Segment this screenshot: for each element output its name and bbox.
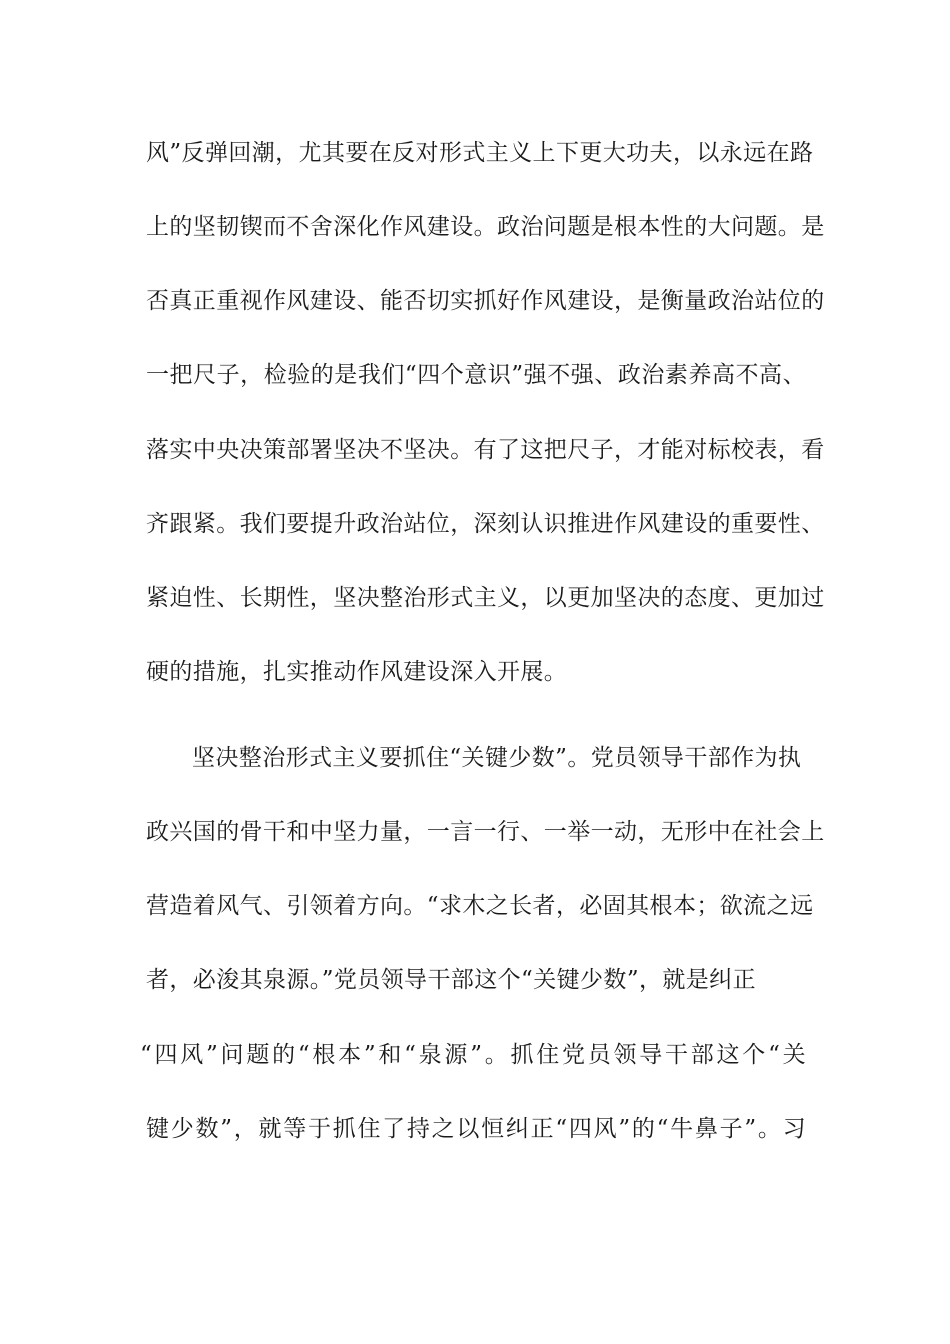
text-line: 上的坚韧锲而不舍深化作风建设。政治问题是根本性的大问题。是 [146, 214, 825, 240]
text-line: 者，必浚其泉源。”党员领导干部这个“关键少数”，就是纠正 [146, 967, 756, 993]
text-line: 键少数”，就等于抓住了持之以恒纠正“四风”的“牛鼻子”。习 [146, 1116, 806, 1142]
text-line: 紧迫性、长期性，坚决整治形式主义，以更加坚决的态度、更加过 [146, 585, 825, 611]
text-line: 齐跟紧。我们要提升政治站位，深刻认识推进作风建设的重要性、 [146, 511, 825, 537]
text-line-last: 硬的措施，扎实推动作风建设深入开展。 [146, 659, 568, 685]
text-line: 一把尺子，检验的是我们“四个意识”强不强、政治素养高不高、 [146, 362, 806, 388]
text-line: 政兴国的骨干和中坚力量，一言一行、一举一动，无形中在社会上 [146, 819, 825, 845]
text-line: 落实中央决策部署坚决不坚决。有了这把尺子，才能对标校表，看 [146, 437, 825, 463]
text-line: “四风”问题的“根本”和“泉源”。抓住党员领导干部这个“关 [140, 1042, 806, 1068]
text-line-first: 坚决整治形式主义要抓住“关键少数”。党员领导干部作为执 [192, 745, 802, 771]
text-line: 否真正重视作风建设、能否切实抓好作风建设，是衡量政治站位的 [146, 288, 825, 314]
text-line: 营造着风气、引领着方向。“求木之长者，必固其根本；欲流之远 [146, 893, 814, 919]
text-line: 风”反弹回潮，尤其要在反对形式主义上下更大功夫，以永远在路 [146, 140, 814, 166]
